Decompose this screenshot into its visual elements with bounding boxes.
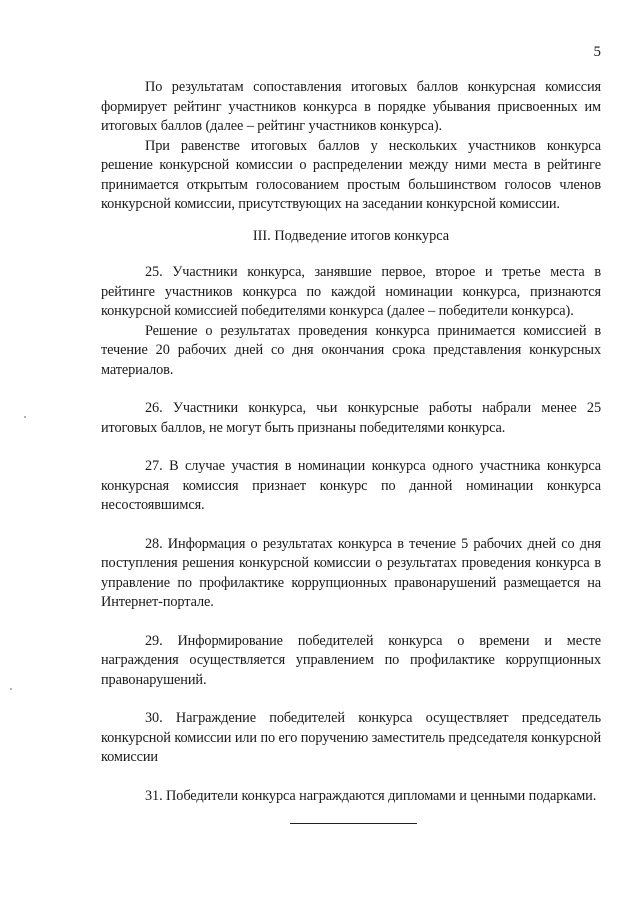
- scan-speck: [10, 688, 12, 690]
- end-divider: [290, 823, 417, 824]
- page-number: 5: [593, 44, 601, 60]
- document-body: [101, 78, 601, 806]
- spacer: [101, 613, 601, 632]
- clause-31: 31. Победители конкурса награждаются дипломами и ценными подарками.: [145, 787, 597, 804]
- clause-28: 28. Информация о результатах конкурса в течение 5 рабочих дней со дня поступления решения конкурсной комиссии о результатах проведения конкурса в управление по профилактике коррупционных правонарушений размещается на Интернет-портале.: [101, 535, 601, 610]
- spacer: [101, 438, 601, 457]
- spacer: [101, 690, 601, 709]
- paragraph-rating: По результатам сопоставления итоговых баллов конкурсная комиссия формирует рейтинг участников конкурса в порядке убывания присвоенных им итоговых баллов (далее – рейтинг участников конкурса).: [101, 79, 601, 134]
- section-title: III. Подведение итогов конкурса: [252, 227, 450, 244]
- scan-speck: [24, 416, 26, 418]
- clause-26: 26. Участники конкурса, чьи конкурсные работы набрали менее 25 итоговых баллов, не могут быть признаны победителями конкурса.: [101, 400, 601, 436]
- clause-27: 27. В случае участия в номинации конкурса одного участника конкурса конкурсная комиссия признает конкурс по данной номинации конкурса несостоявшимся.: [101, 458, 601, 513]
- spacer: [101, 516, 601, 535]
- paragraph-tie-vote: При равенстве итоговых баллов у нескольких участников конкурса решение конкурсной комиссии о распределении между ними места в рейтинге принимается открытым голосованием простым большинством голосов членов конкурсной комиссии, присутствующих на заседании конкурсной комиссии.: [101, 137, 601, 212]
- clause-30: 30. Награждение победителей конкурса осуществляет председатель конкурсной комиссии или по его поручению заместитель председателя конкурсной комиссии: [101, 710, 601, 765]
- clause-25: 25. Участники конкурса, занявшие первое, второе и третье места в рейтинге участников конкурса по каждой номинации конкурса, признаются конкурсной комиссией победителями конкурса (далее – победители конкурса).: [101, 264, 601, 319]
- clause-25-decision: Решение о результатах проведения конкурса принимается комиссией в течение 20 рабочих дней со дня окончания срока представления конкурсных материалов.: [101, 322, 601, 378]
- spacer: [101, 768, 601, 787]
- clause-29: 29. Информирование победителей конкурса о времени и месте награждения осуществляется управлением по профилактике коррупционных правонарушений.: [101, 632, 601, 688]
- spacer: [101, 380, 601, 399]
